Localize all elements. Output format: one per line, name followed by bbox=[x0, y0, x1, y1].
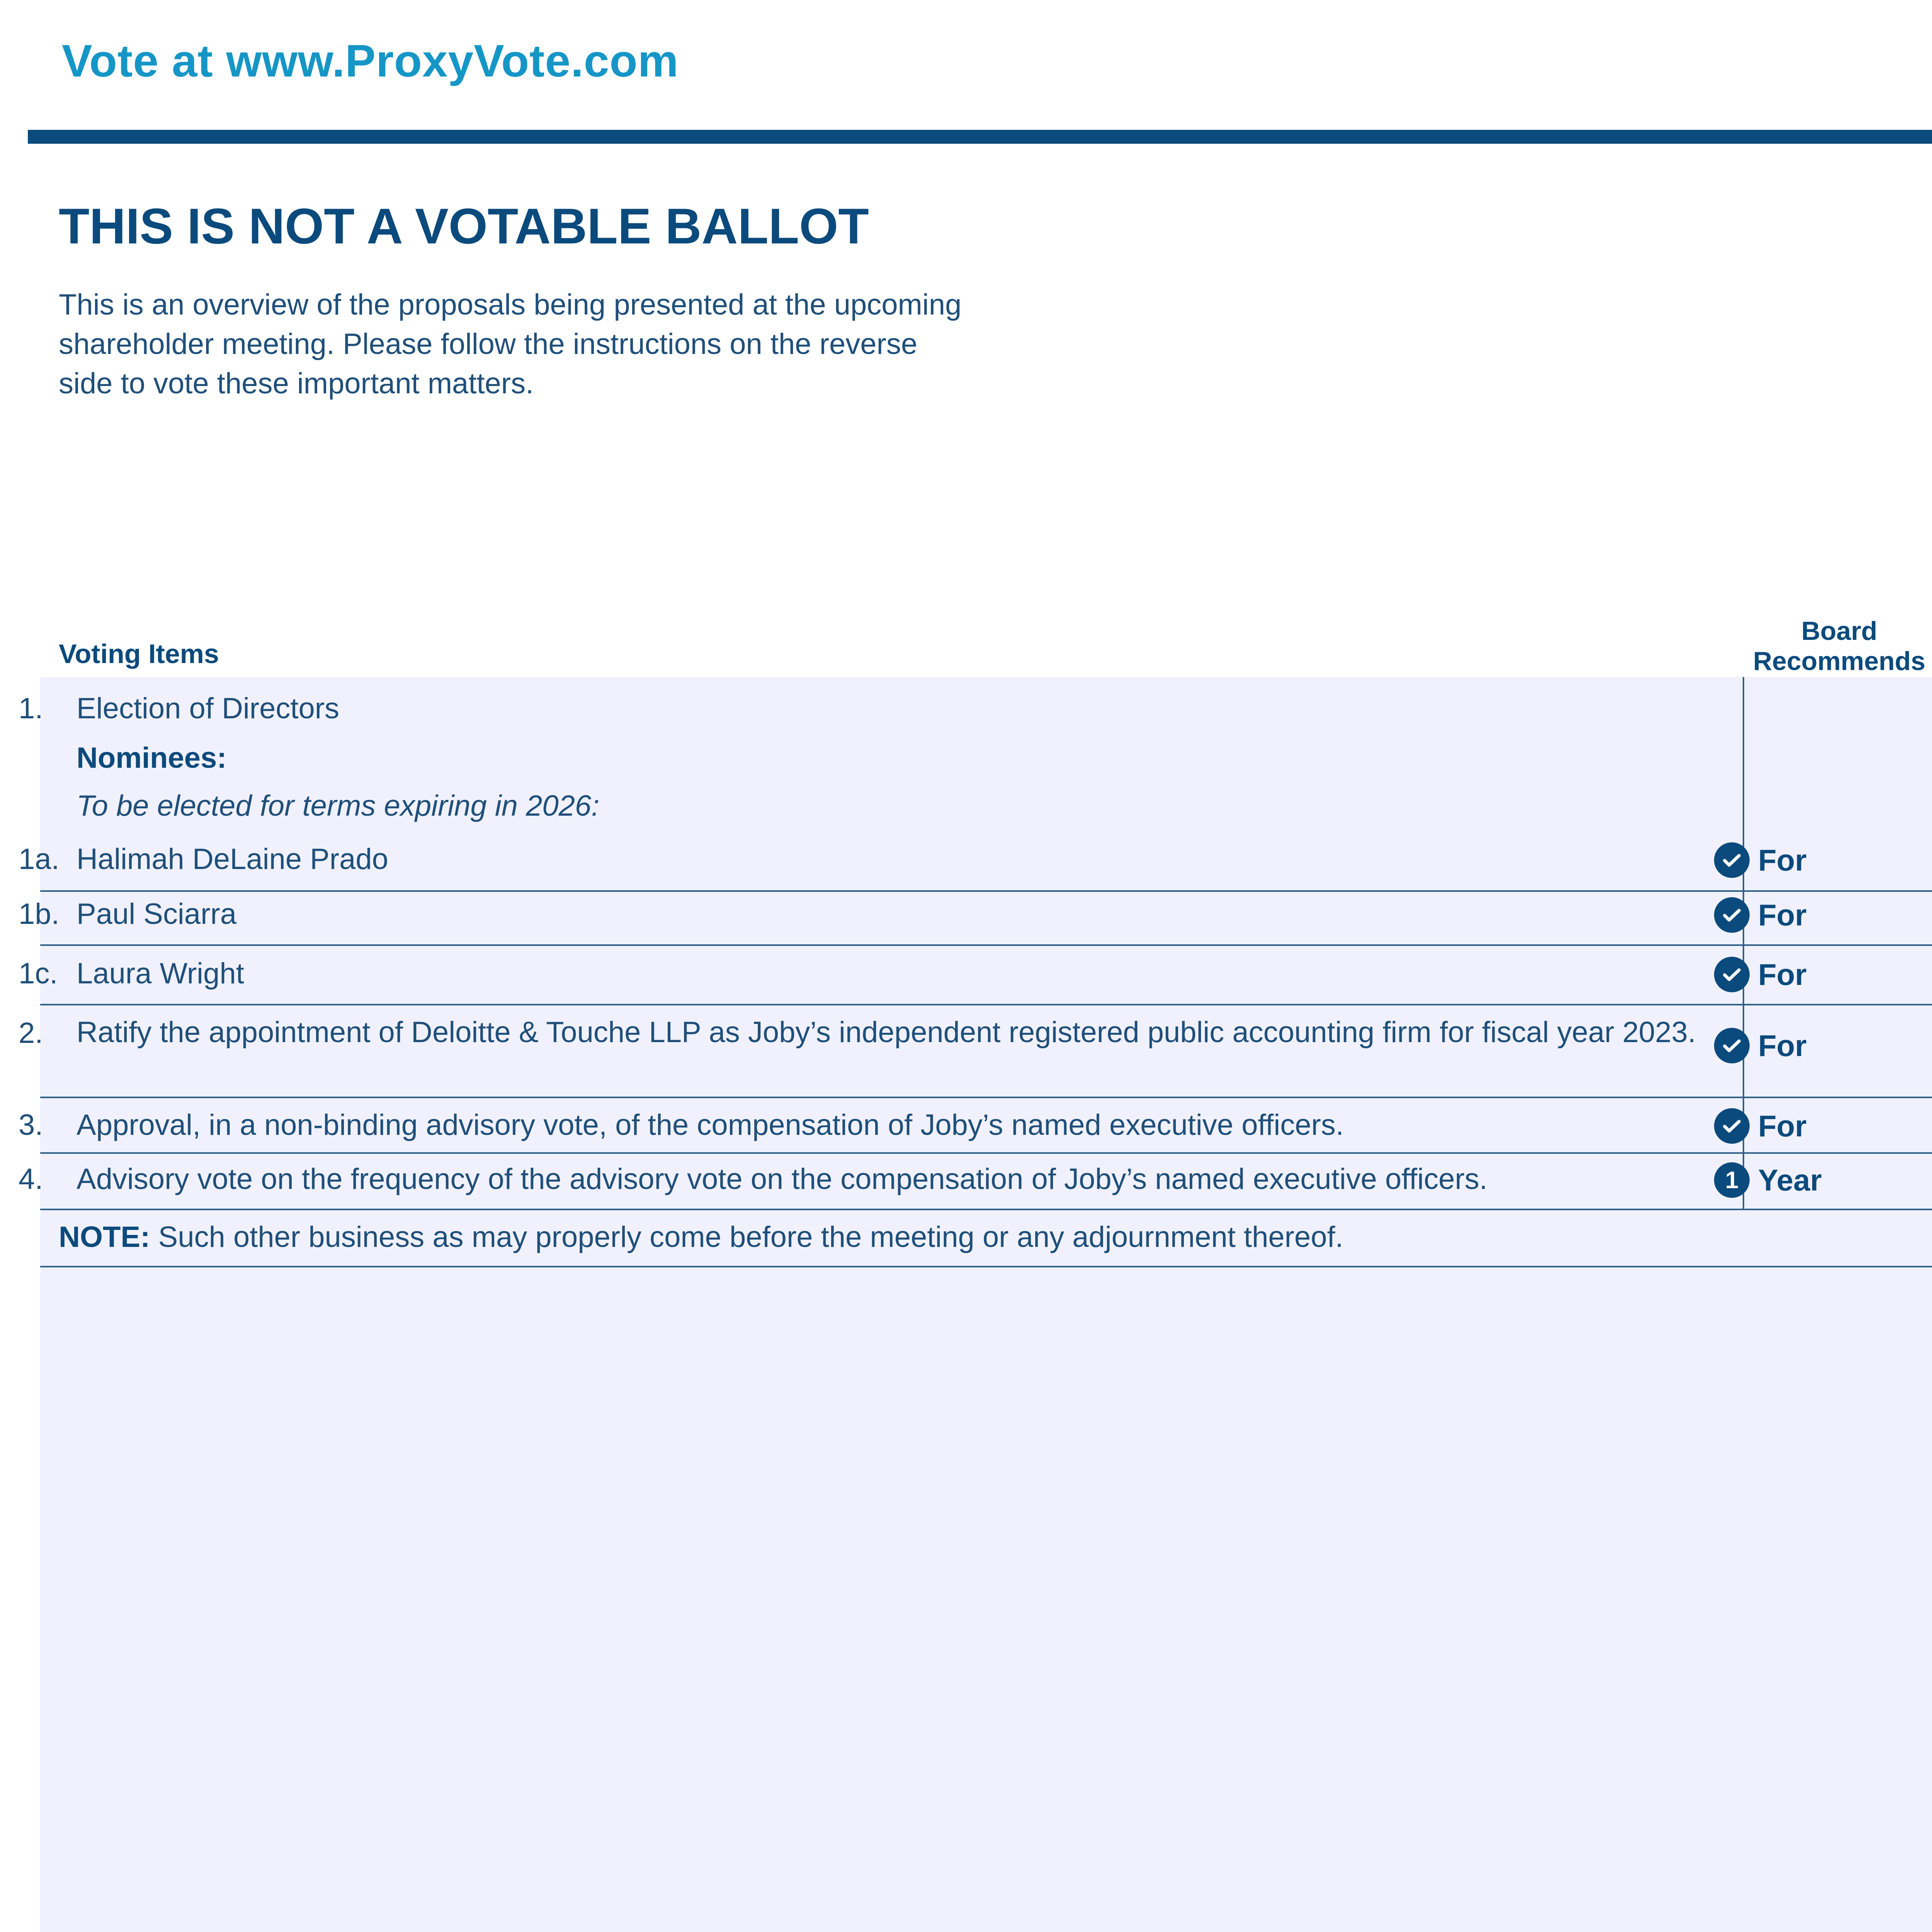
recommendation-label: For bbox=[1758, 898, 1807, 932]
item-text: Halimah DeLaine Prado bbox=[77, 843, 388, 876]
table-row bbox=[40, 946, 1932, 1005]
election-label: Election of Directors bbox=[77, 692, 340, 725]
board-recommends-header bbox=[1731, 616, 1932, 676]
board-header-line-2: Recommends bbox=[1753, 646, 1925, 676]
recommendation bbox=[1714, 1162, 1822, 1198]
header-divider bbox=[28, 130, 1932, 144]
recommendation-label: For bbox=[1758, 843, 1807, 877]
note-text bbox=[59, 1220, 1344, 1254]
recommendation bbox=[1714, 1108, 1807, 1144]
nominees-label: Nominees: bbox=[77, 742, 227, 774]
check-circle-icon bbox=[1714, 957, 1750, 992]
recommendation bbox=[1714, 957, 1807, 992]
item-number: 1b. bbox=[19, 898, 60, 930]
table-row bbox=[40, 890, 1932, 946]
item-text: Paul Sciarra bbox=[77, 898, 236, 930]
item-text: Advisory vote on the frequency of the advisory vote on the compensation of Joby’s named executive officers. bbox=[77, 1163, 1488, 1196]
check-circle-icon bbox=[1714, 842, 1750, 878]
ballot-title: THIS IS NOT A VOTABLE BALLOT bbox=[59, 198, 869, 254]
item-text: Ratify the appointment of Deloitte & Touche LLP as Joby’s independent registered public accounting firm for fiscal year 2023. bbox=[77, 1016, 1696, 1049]
recommendation bbox=[1714, 842, 1807, 878]
note-label: NOTE: bbox=[59, 1221, 150, 1253]
recommendation bbox=[1714, 897, 1807, 933]
recommendation-label: For bbox=[1758, 957, 1807, 992]
number-circle-icon: 1 bbox=[1714, 1162, 1750, 1198]
item-text: Laura Wright bbox=[77, 957, 244, 990]
item-number: 1. bbox=[19, 692, 43, 725]
check-circle-icon bbox=[1714, 1108, 1750, 1144]
note-body: Such other business as may properly come before the meeting or any adjournment thereof. bbox=[150, 1221, 1344, 1253]
check-circle-icon bbox=[1714, 897, 1750, 933]
item-number: 3. bbox=[19, 1109, 43, 1141]
item-number: 1a. bbox=[19, 843, 60, 876]
recommendation bbox=[1714, 1028, 1807, 1063]
item-number: 4. bbox=[19, 1163, 43, 1196]
board-header-line-1: Board bbox=[1801, 616, 1878, 646]
item-number: 1c. bbox=[19, 957, 58, 990]
intro-text: This is an overview of the proposals being presented at the upcoming shareholder meeting. Please follow the instructions on the reverse side to vote these important matters. bbox=[59, 288, 962, 400]
header-title[interactable]: Vote at www.ProxyVote.com bbox=[62, 36, 679, 87]
item-text: Approval, in a non-binding advisory vote, of the compensation of Joby’s named executive officers. bbox=[77, 1109, 1344, 1141]
check-circle-icon bbox=[1714, 1028, 1750, 1063]
recommendation-label: For bbox=[1758, 1028, 1807, 1063]
terms-label: To be elected for terms expiring in 2026: bbox=[77, 789, 600, 822]
voting-items-header: Voting Items bbox=[59, 639, 219, 669]
recommendation-label: For bbox=[1758, 1109, 1807, 1143]
recommendation-label: Year bbox=[1758, 1163, 1822, 1197]
item-number: 2. bbox=[19, 1017, 43, 1049]
